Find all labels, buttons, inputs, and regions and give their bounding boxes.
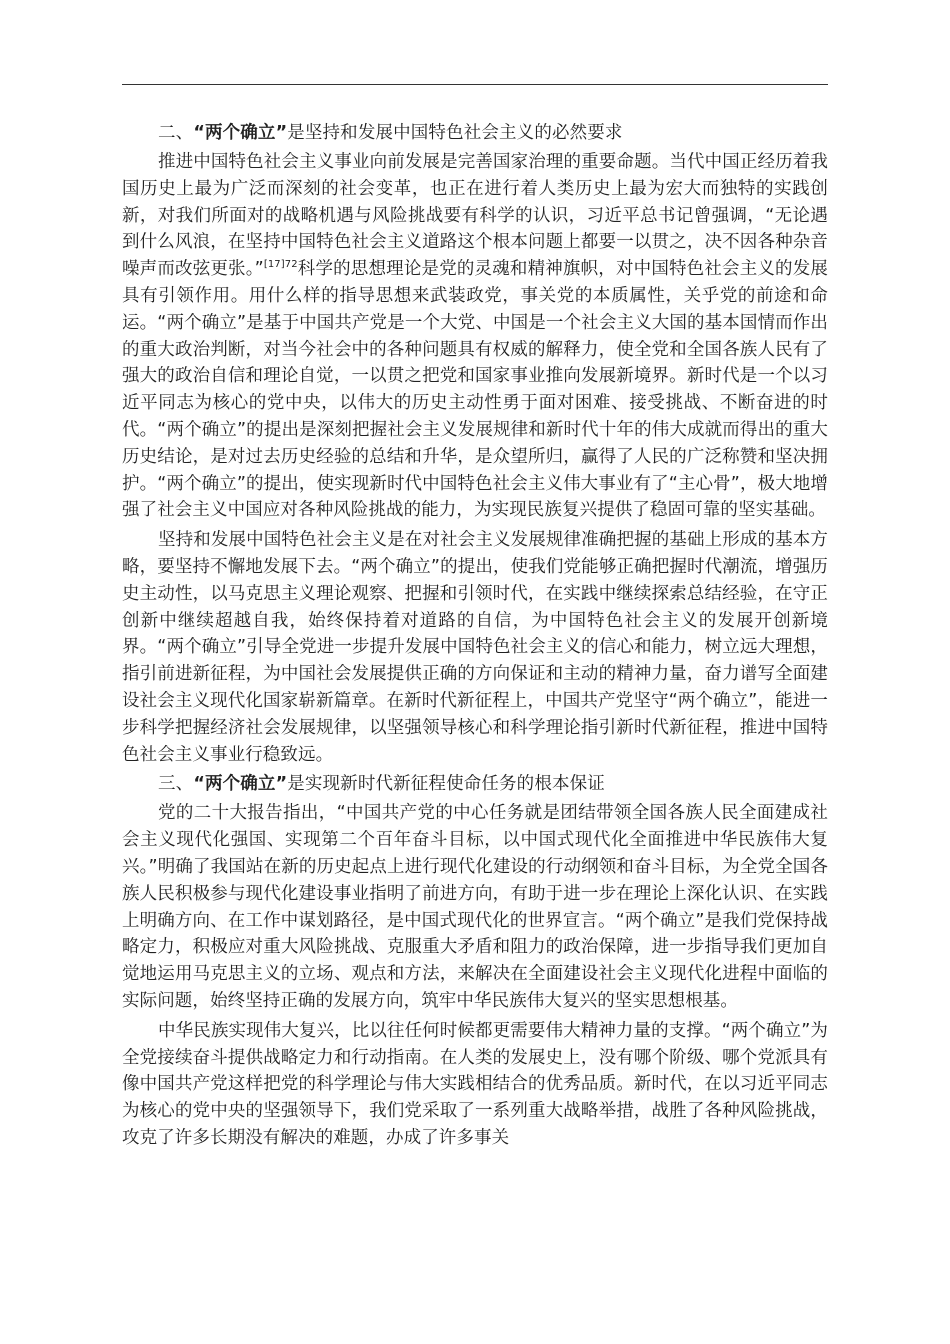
section-2-heading-prefix: 二、 (158, 123, 194, 143)
section-2-heading (122, 120, 828, 146)
section-2-paragraph-1-text-a: 推进中国特色社会主义事业向前发展是完善国家治理的重要命题。当代中国正经历着我国历史上最为广泛而深刻的社会变革，也正在进行着人类历史上最为宏大而独特的实践创新，对我们所面对的战略机遇与风险挑战要有科学的认识，习近平总书记曾强调，“无论遇到什么风浪，在坚持中国特色社会主义道路这个根本问题上都要一以贯之，决不因各种杂音噪声而改弦更张。” (122, 152, 828, 280)
section-3-heading-quote: “两个确立” (193, 774, 288, 795)
section-3-heading-rest: 是实现新时代新征程使命任务的根本保证 (287, 774, 605, 795)
section-3-paragraph-2: 中华民族实现伟大复兴，比以往任何时候都更需要伟大精神力量的支撑。“两个确立”为全党接续奋斗提供战略定力和行动指南。在人类的发展史上，没有哪个阶级、哪个党派具有像中国共产党这样把党的科学理论与伟大实践相结合的优秀品质。新时代，在以习近平同志为核心的党中央的坚强领导下，我们党采取了一系列重大战略举措，战胜了各种风险挑战，攻克了许多长期没有解决的难题，办成了许多事关 (122, 1020, 828, 1148)
section-2-paragraph-2: 坚持和发展中国特色社会主义是在对社会主义发展规律准确把握的基础上形成的基本方略，要坚持不懈地发展下去。“两个确立”的提出，使我们党能够正确把握时代潮流，增强历史主动性，以马克思主义理论观察、把握和引领时代，在实践中继续探索总结经验，在守正创新中继续超越自我，始终保持着对道路的自信，为中国特色社会主义的发展开创新境界。“两个确立”引导全党进一步提升发展中国特色社会主义的信心和能力，树立远大理想，指引前进新征程，为中国社会发展提供正确的方向保证和主动的精神力量，奋力谱写全面建设社会主义现代化国家崭新篇章。在新时代新征程上，中国共产党坚守“两个确立”，能进一步科学把握经济社会发展规律，以坚强领导核心和科学理论指引新时代新征程，推进中国特色社会主义事业行稳致远。 (122, 530, 828, 765)
section-3-heading-prefix: 三、 (158, 774, 194, 795)
header-rule (122, 84, 828, 85)
section-2-heading-rest: 是坚持和发展中国特色社会主义的必然要求 (287, 123, 623, 143)
citation-marker: [17]72 (263, 259, 298, 271)
section-2-heading-quote: “两个确立” (193, 123, 288, 143)
section-3-paragraph-1: 党的二十大报告指出，“中国共产党的中心任务就是团结带领全国各族人民全面建成社会主义现代化强国、实现第二个百年奋斗目标，以中国式现代化全面推进中华民族伟大复兴。”明确了我国站在新的历史起点上进行现代化建设的行动纲领和奋斗目标，为全党全国各族人民积极参与现代化建设事业指明了前进方向，有助于进一步在理论上深化认识、在实践上明确方向、在工作中谋划路径，是中国式现代化的世界宣言。“两个确立”是我们党保持战略定力，积极应对重大风险挑战、克服重大矛盾和阻力的政治保障，进一步指导我们更加自觉地运用马克思主义的立场、观点和方法，来解决在全面建设社会主义现代化进程中面临的实际问题，始终坚持正确的发展方向，筑牢中华民族伟大复兴的坚实思想根基。 (122, 803, 828, 1011)
document-body (122, 120, 828, 1155)
section-3-heading (122, 771, 828, 797)
section-2-paragraph-1-text-b: 科学的思想理论是党的灵魂和精神旗帜，对中国特色社会主义的发展具有引领作用。用什么样的指导思想来武装政党，事关党的本质属性，关乎党的前途和命运。“两个确立”是基于中国共产党是一个大党、中国是一个社会主义大国的基本国情而作出的重大政治判断，对当今社会中的各种问题具有权威的解释力，使全党和全国各族人民有了强大的政治自信和理论自觉，一以贯之把党和国家事业推向发展新境界。新时代是一个以习近平同志为核心的党中央，以伟大的历史主动性勇于面对困难、接受挑战、不断奋进的时代。“两个确立”的提出是深刻把握社会主义发展规律和新时代十年的伟大成就而得出的重大历史结论，是对过去历史经验的总结和升华，是众望所归，赢得了人民的广泛称赞和坚决拥护。“两个确立”的提出，使实现新时代中国特色社会主义伟大事业有了“主心骨”，极大地增强了社会主义中国应对各种风险挑战的能力，为实现民族复兴提供了稳固可靠的坚实基础。 (122, 259, 829, 521)
section-2-paragraph-1 (122, 149, 828, 524)
